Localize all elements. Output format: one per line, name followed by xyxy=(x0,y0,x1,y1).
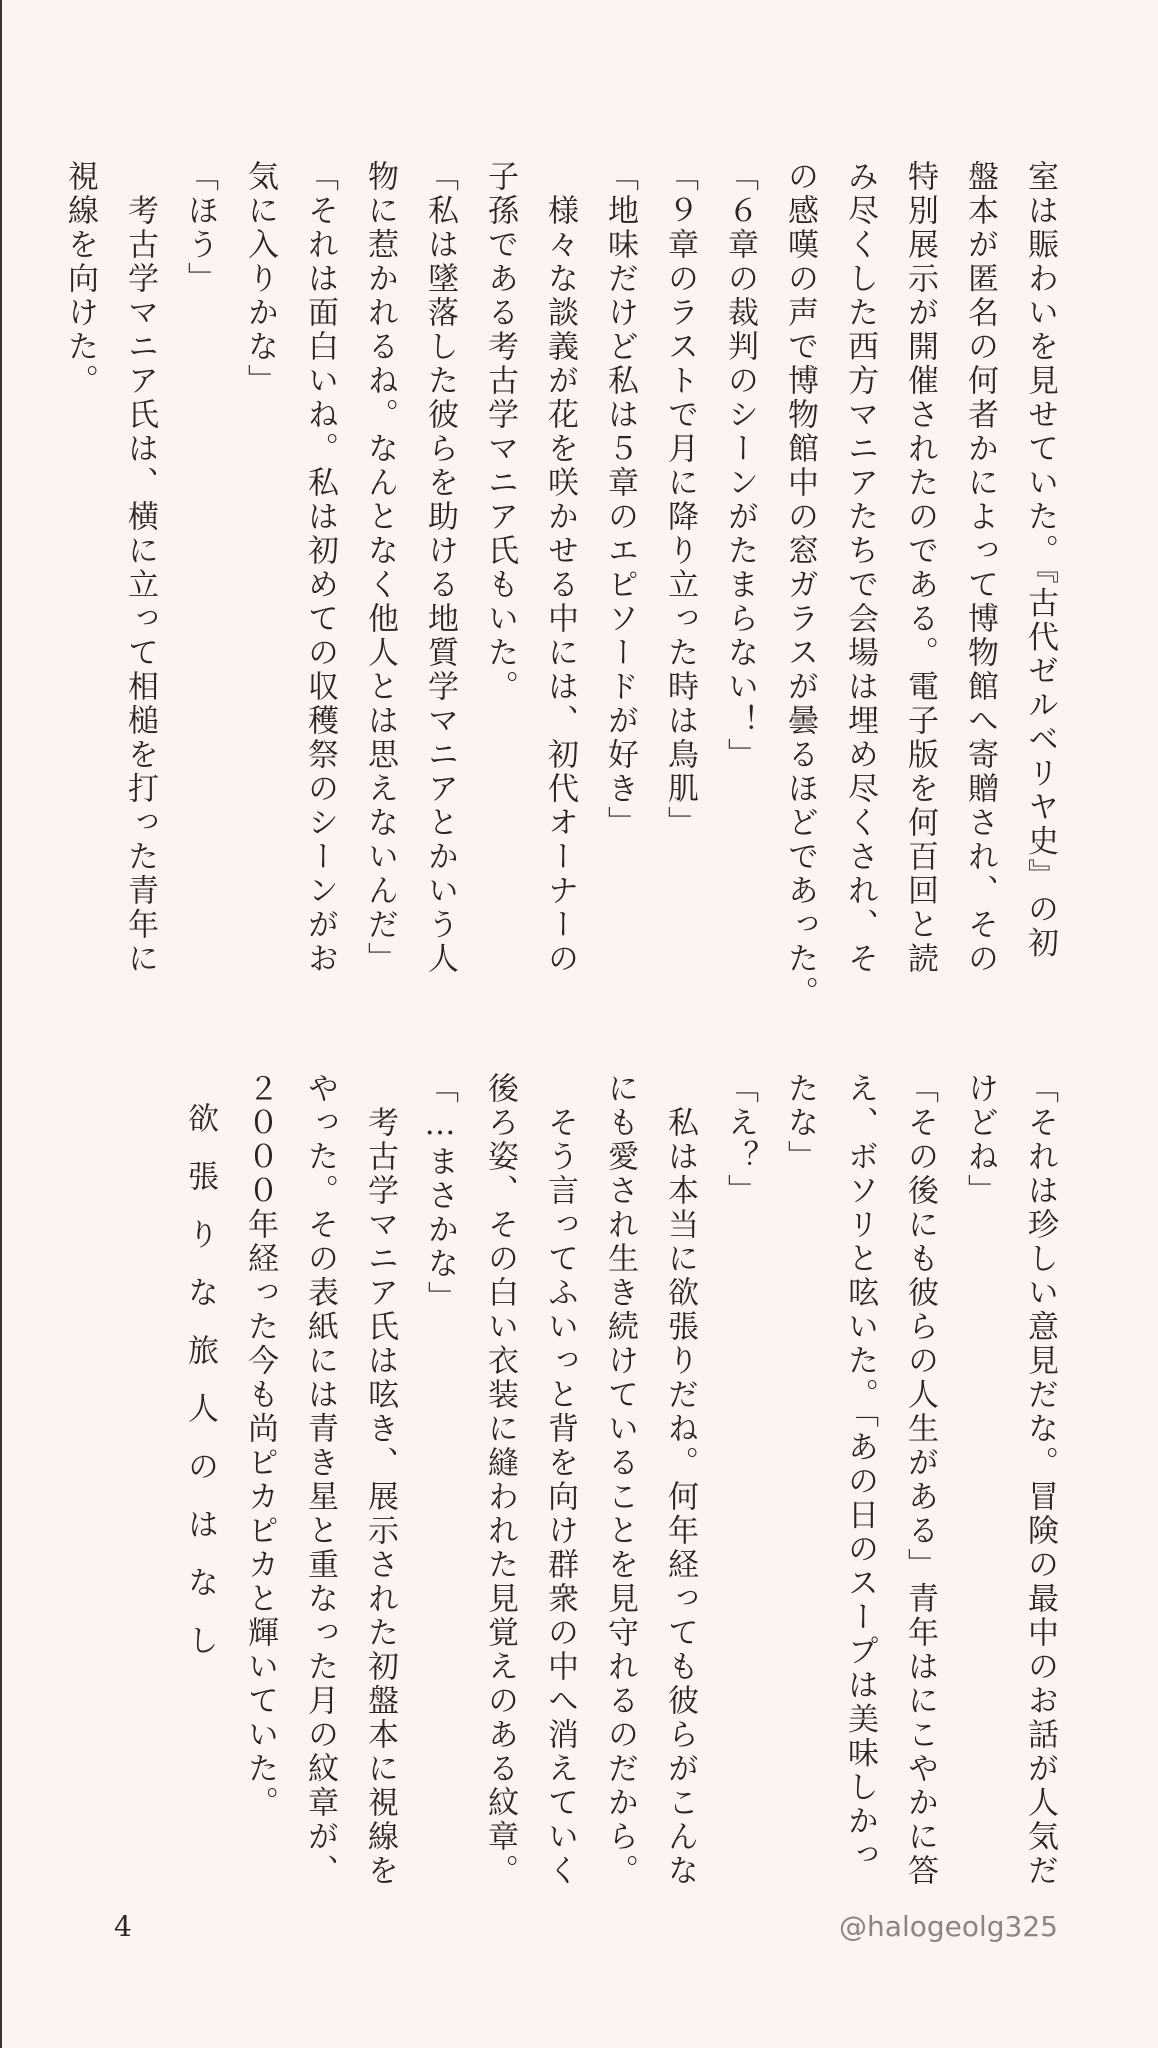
story-title: 欲張りな旅人のはなし xyxy=(182,1102,218,1682)
text-line: けどね」 xyxy=(962,1072,998,1208)
text-line: 視線を向けた。 xyxy=(62,160,98,398)
text-line: 子孫である考古学マニア氏もいた。 xyxy=(482,160,518,704)
text-line: そう言ってふいっと背を向け群衆の中へ消えていく xyxy=(542,1072,578,1888)
text-block-bottom xyxy=(170,1072,1070,1912)
text-line: 様々な談義が花を咲かせる中には、初代オーナーの xyxy=(542,160,578,976)
text-line: たな」 xyxy=(782,1072,818,1174)
text-line: 「地味だけど私は５章のエピソードが好き」 xyxy=(602,160,638,840)
text-line: 特別展示が開催されたのである。電子版を何百回と読 xyxy=(902,160,938,976)
text-line: 「ほう」 xyxy=(182,160,218,296)
text-line: み尽くした西方マニアたちで会場は埋め尽くされ、そ xyxy=(842,160,878,976)
text-line: 「私は墜落した彼らを助ける地質学マニアとかいう人 xyxy=(422,160,458,976)
text-line: 後ろ姿、その白い衣装に縫われた見覚えのある紋章。 xyxy=(482,1072,518,1888)
text-line: 「その後にも彼らの人生がある」青年はにこやかに答 xyxy=(902,1072,938,1888)
page-number: 4 xyxy=(114,1910,132,1943)
text-line: 物に惹かれるね。なんとなく他人とは思えないんだ」 xyxy=(362,160,398,976)
text-line: 「それは珍しい意見だな。冒険の最中のお話が人気だ xyxy=(1022,1072,1058,1888)
text-line: 盤本が匿名の何者かによって博物館へ寄贈され、その xyxy=(962,160,998,976)
text-line: 「それは面白いね。私は初めての収穫祭のシーンがお xyxy=(302,160,338,976)
text-line: え、ボソリと呟いた。「あの日のスープは美味しかっ xyxy=(842,1072,878,1873)
text-line: 「９章のラストで月に降り立った時は鳥肌」 xyxy=(662,160,698,840)
text-line: 「え？」 xyxy=(722,1072,758,1208)
text-line: 「６章の裁判のシーンがたまらない！」 xyxy=(722,160,758,772)
text-line: ２０００年経った今も尚ピカピカと輝いていた。 xyxy=(242,1072,278,1820)
text-line: にも愛され生き続けていることを見守れるのだから。 xyxy=(602,1072,638,1888)
text-line: の感嘆の声で博物館中の窓ガラスが曇るほどであった。 xyxy=(782,160,818,1010)
text-line: 考古学マニア氏は呟き、展示された初盤本に視線を xyxy=(362,1072,398,1888)
text-line: 室は賑わいを見せていた。『古代ゼルベリヤ史』の初 xyxy=(1022,160,1058,961)
text-line: 私は本当に欲張りだね。何年経っても彼らがこんな xyxy=(662,1072,698,1888)
text-block-top xyxy=(50,160,1070,1040)
text-line: 気に入りかな」 xyxy=(242,160,278,398)
author-handle: @halogeolg325 xyxy=(839,1910,1058,1943)
text-line: 考古学マニア氏は、横に立って相槌を打った青年に xyxy=(122,160,158,976)
text-line: 「…まさかな」 xyxy=(422,1072,458,1315)
text-line: やった。その表紙には青き星と重なった月の紋章が、 xyxy=(302,1072,338,1888)
